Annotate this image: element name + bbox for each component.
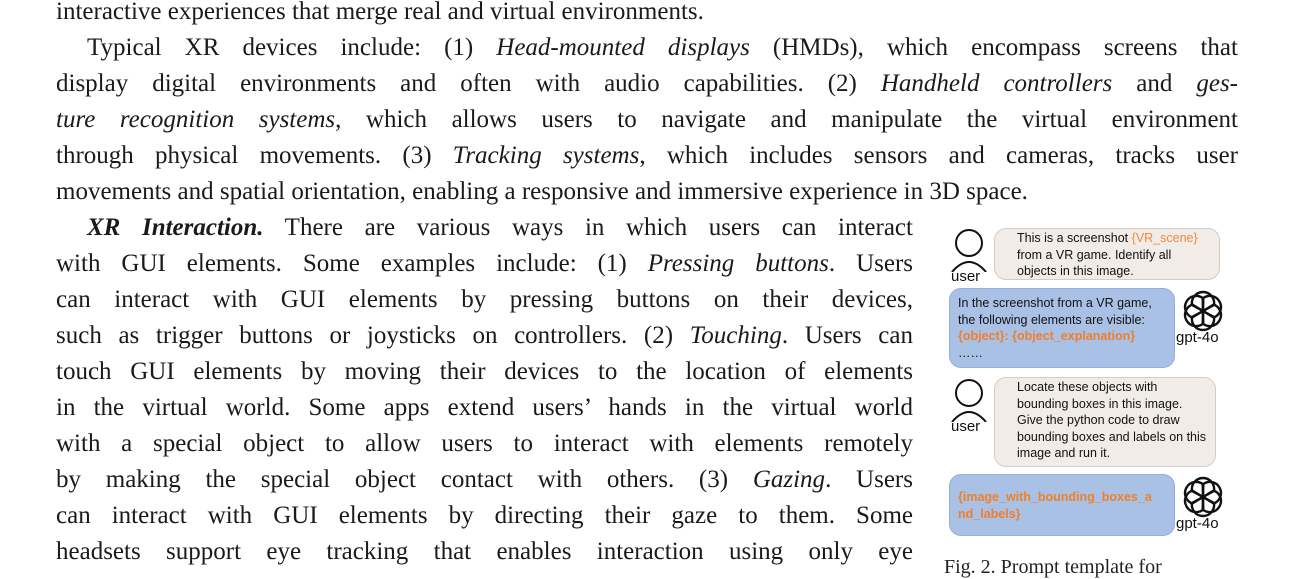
user-label: user (951, 418, 981, 435)
gpt-label: gpt-4o (1176, 329, 1219, 346)
devices-line-3: ture recognition systems, which allows users to navigate and manipulate the virtual environment (56, 106, 1238, 133)
interaction-line-10: headsets support eye tracking that enables interaction using only eye (56, 538, 913, 565)
user-message-1: This is a screenshot {VR_scene} from a VR game. Identify all objects in this image. (994, 228, 1220, 280)
interaction-line-4: such as trigger buttons or joysticks on controllers. (2) Touching. Users can (56, 322, 913, 349)
devices-line-4: through physical movements. (3) Tracking systems, which includes sensors and cameras, tracks user (56, 142, 1239, 169)
interaction-line-9: can interact with GUI elements by directing their gaze to them. Some (56, 502, 913, 529)
user-avatar-icon (950, 228, 988, 272)
interaction-line-1: XR Interaction. There are various ways in which users can interact (87, 214, 913, 241)
devices-line-2: display digital environments and often with audio capabilities. (2) Handheld controllers and ges- (56, 70, 1238, 97)
interaction-line-7: with a special object to allow users to interact with elements remotely (56, 430, 913, 457)
openai-logo-icon (1180, 288, 1226, 334)
user-message-2: Locate these objects with bounding boxes in this image. Give the python code to draw bounding boxes and labels on this image and run it. (994, 377, 1216, 467)
interaction-line-5: touch GUI elements by moving their devices to the location of elements (56, 358, 913, 385)
prompt-template-figure (940, 222, 1240, 567)
interaction-line-3: can interact with GUI elements by pressing buttons on their devices, (56, 286, 913, 313)
gpt-label: gpt-4o (1176, 515, 1219, 532)
intro-last-line: interactive experiences that merge real and virtual environments. (56, 0, 704, 25)
gpt-response-2: {image_with_bounding_boxes_a nd_labels} (949, 474, 1175, 536)
devices-line-5: movements and spatial orientation, enabling a responsive and immersive experience in 3D space. (56, 178, 1028, 205)
interaction-line-2: with GUI elements. Some examples include: (1) Pressing buttons. Users (56, 250, 913, 277)
user-label: user (951, 268, 981, 285)
user-avatar-icon (950, 378, 988, 422)
gpt-response-1: In the screenshot from a VR game, the following elements are visible: {object}: {object_explanation} …… (949, 288, 1175, 368)
interaction-line-8: by making the special object contact with others. (3) Gazing. Users (56, 466, 913, 493)
figure-caption: Fig. 2. Prompt template for (944, 556, 1162, 578)
openai-logo-icon (1180, 474, 1226, 520)
interaction-line-6: in the virtual world. Some apps extend users’ hands in the virtual world (56, 394, 913, 421)
section-heading: XR Interaction. (87, 214, 264, 241)
devices-line-1: Typical XR devices include: (1) Head-mounted displays (HMDs), which encompass screens that (87, 34, 1238, 61)
